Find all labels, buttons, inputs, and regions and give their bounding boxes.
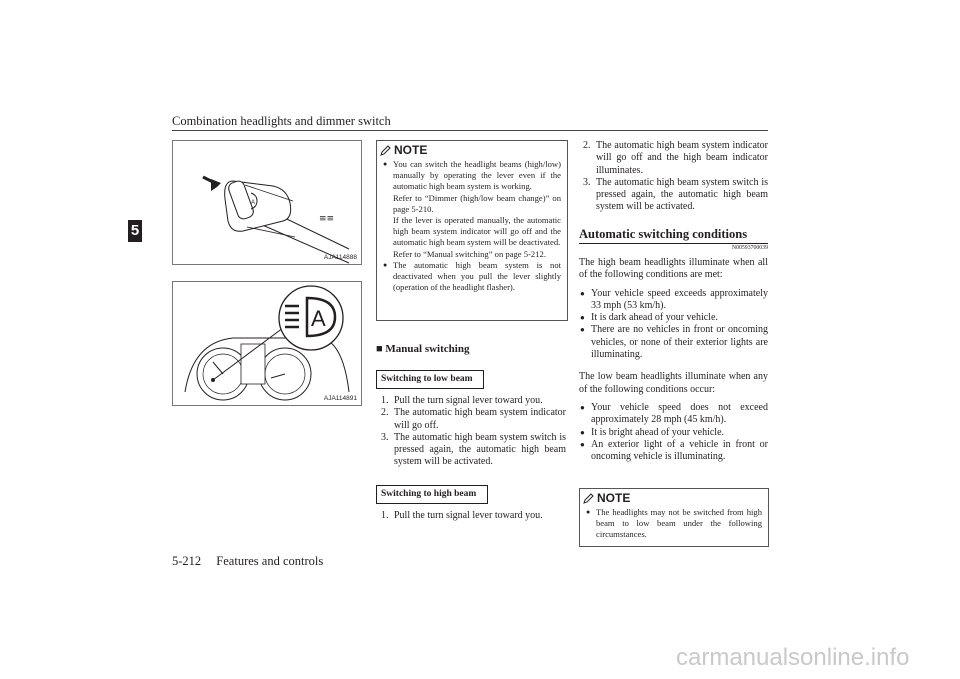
step-item: 2. The automatic high beam system indicator will go off. (381, 407, 566, 431)
step-text: Pull the turn signal lever toward you. (394, 395, 543, 406)
step-item: 1. Pull the turn signal lever toward you. (381, 395, 543, 406)
condition-item: ● Your vehicle speed exceeds approximately 33 mph (53 km/h). (579, 288, 768, 313)
condition-item: ● An exterior light of a vehicle in front or oncoming vehicle is illuminating. (579, 439, 768, 464)
manual-switching-heading (376, 343, 469, 355)
svg-text:A: A (251, 200, 256, 206)
step-text: The automatic high beam system indicator will go off. (394, 407, 566, 431)
note-heading-text: NOTE (597, 491, 631, 505)
continued-steps (583, 140, 768, 214)
lever-drawing (173, 141, 361, 264)
intro-low-beam: The low beam headlights illuminate when any of the following conditions occur: (579, 371, 768, 395)
step-item: 3. The automatic high beam system switch is pressed again, the automatic high beam system will be activated. (583, 176, 768, 213)
svg-text:A: A (311, 306, 326, 331)
beam-symbol-icon (319, 214, 334, 224)
low-beam-steps (381, 395, 566, 469)
chapter-tab: 5 (128, 220, 142, 242)
note-box (579, 488, 769, 547)
page-number: 5-212 (172, 554, 202, 568)
lever-illustration (172, 140, 362, 265)
svg-text:≡≡: ≡≡ (319, 214, 335, 224)
condition-item: ● It is bright ahead of your vehicle. (579, 427, 768, 439)
note-pencil-icon (380, 145, 391, 156)
step-item: 2. The automatic high beam system indicator will go off and the high beam indicator illuminates. (583, 140, 768, 176)
note-box (376, 140, 568, 321)
intro-high-beam: The high beam headlights illuminate when all of the following conditions are met: (579, 257, 768, 281)
step-text: The automatic high beam system indicator will go off and the high beam indicator illuminates. (596, 140, 768, 176)
note-heading (377, 141, 567, 157)
condition-item: ● There are no vehicles in front or oncoming vehicles, or none of their exterior lights are illuminating. (579, 324, 768, 361)
page-header-title: Combination headlights and dimmer switch (172, 114, 391, 128)
step-item: 1. Pull the turn signal lever toward you. (381, 510, 543, 521)
condition-item: ● Your vehicle speed does not exceed approximately 28 mph (45 km/h). (579, 402, 768, 427)
page-footer (172, 554, 323, 569)
auto-conditions-heading: Automatic switching conditions (579, 227, 748, 241)
note-item: ● The automatic high beam system is not deactivated when you pull the lever slightly (operation of the headlight flasher). (383, 260, 561, 294)
cluster-illustration (172, 281, 362, 406)
condition-item: ● It is dark ahead of your vehicle. (579, 312, 768, 324)
step-text: Pull the turn signal lever toward you. (394, 510, 543, 521)
manual-switching-title: Manual switching (385, 343, 470, 355)
figure-label: AJA114888 (323, 254, 357, 261)
note-heading-text: NOTE (394, 143, 428, 157)
auto-conditions-body (579, 257, 768, 463)
high-beam-steps (381, 510, 566, 522)
header-rule (172, 130, 768, 131)
step-text: The automatic high beam system switch is pressed again, the automatic high beam system will be activated. (394, 431, 566, 468)
section-rule (579, 243, 768, 244)
watermark: carmanualsonline.info (676, 644, 910, 671)
footer-section: Features and controls (216, 554, 324, 568)
high-beam-label-box: Switching to high beam (376, 485, 488, 504)
cluster-drawing (173, 282, 361, 405)
low-beam-label-box: Switching to low beam (376, 370, 484, 389)
step-item: 3. The automatic high beam system switch is pressed again, the automatic high beam system will be activated. (381, 431, 566, 468)
note-heading (580, 489, 768, 505)
step-text: The automatic high beam system switch is pressed again, the automatic high beam system will be activated. (596, 176, 768, 213)
figure-label: AJA114891 (323, 395, 357, 402)
note-item: ● The headlights may not be switched from high beam to low beam under the following circumstances. (586, 507, 762, 541)
note-item: ● You can switch the headlight beams (high/low) manually by operating the lever even if the automatic high beam system is working. Refer to “Dimmer (high/low beam change)” on page 5-210. If the lever is operated manually, the automatic high beam system indicator will go off and the automatic high beam system will be deactivated. Refer to “Manual switching” on page 5-212. (383, 159, 561, 260)
reference-code: N00593700039 (731, 245, 768, 251)
note-pencil-icon (583, 493, 594, 504)
square-bullet-icon: ■ (376, 343, 383, 355)
